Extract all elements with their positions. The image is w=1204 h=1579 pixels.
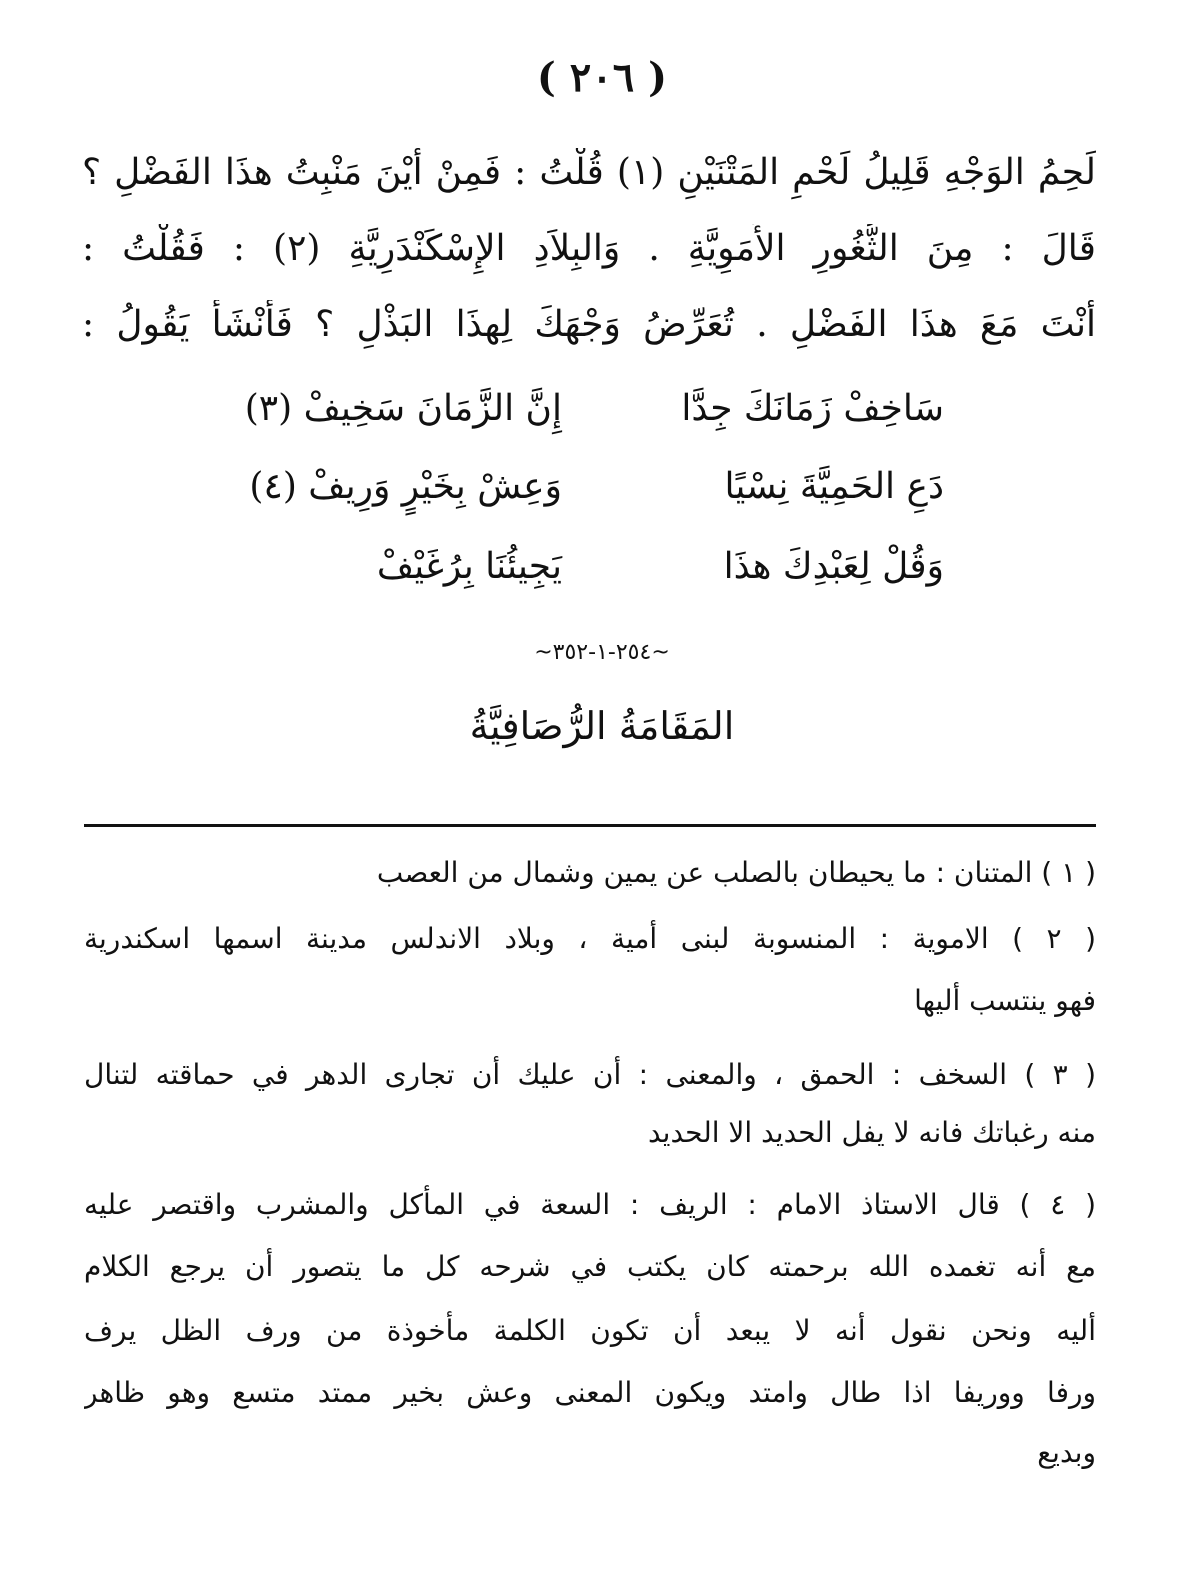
footnote-2-line-2: فهو ينتسب أليها xyxy=(914,984,1096,1017)
verse-1-second-hemistich: إِنَّ الزَّمَانَ سَخِيفْ (٣) xyxy=(244,388,562,429)
verse-2-second-hemistich: وَعِشْ بِخَيْرٍ وَرِيفْ (٤) xyxy=(249,466,562,507)
footnote-4-line-2: مع أنه تغمده الله برحمته كان يكتب في شرحه كل ما يتصور أن يرجع الكلام xyxy=(84,1250,1096,1283)
footnote-4-line-4: ورفا ووريفا اذا طال وامتد ويكون المعنى وعش بخير ممتد متسع وهو ظاهر xyxy=(84,1376,1096,1409)
verse-line-2 xyxy=(180,462,944,526)
footnote-3-line-1: ( ٣ ) السخف : الحمق ، والمعنى : أن عليك أن تجارى الدهر في حماقته لتنال xyxy=(84,1058,1096,1091)
footnote-4-line-5: وبديع xyxy=(1037,1436,1096,1469)
footnote-1-line-1: ( ١ ) المتنان : ما يحيطان بالصلب عن يمين وشمال من العصب xyxy=(376,856,1096,889)
maqama-title: المَقَامَةُ الرُّصَافِيَّةُ xyxy=(469,704,735,748)
prose-line-1: لَحِمُ الوَجْهِ قَلِيلُ لَحْمِ المَتْنَيْنِ (١) قُلْتُ : فَمِنْ أَيْنَ مَنْبِتُ هذَا الفَضْلِ ؟ xyxy=(82,152,1096,193)
verse-3-second-hemistich: يَجِيئُنَا بِرُغَيْفْ xyxy=(376,546,562,587)
verse-3-first-hemistich: وَقُلْ لِعَبْدِكَ هذَا xyxy=(723,546,944,587)
footnote-4-line-3: أليه ونحن نقول أنه لا يبعد أن تكون الكلمة مأخوذة من ورف الظل يرف xyxy=(84,1314,1096,1347)
section-ornament: ~٢٥٤-١-٣٥٢~ xyxy=(534,640,670,665)
page-number: ( ٢٠٦ ) xyxy=(536,54,668,101)
footnote-separator-rule xyxy=(84,824,1096,827)
prose-line-2: قَالَ : مِنَ الثُّغُورِ الأُمَوِيَّةِ . وَالبِلاَدِ الإِسْكَنْدَرِيَّةِ (٢) : فَقُلْتُ : xyxy=(82,228,1096,269)
footnote-4-line-1: ( ٤ ) قال الاستاذ الامام : الريف : السعة في المأكل والمشرب واقتصر عليه xyxy=(84,1188,1096,1221)
footnote-3-line-2: منه رغباتك فانه لا يفل الحديد الا الحديد xyxy=(647,1116,1096,1149)
footnote-2-line-1: ( ٢ ) الاموية : المنسوبة لبنى أمية ، وبلاد الاندلس مدينة اسمها اسكندرية xyxy=(84,922,1096,955)
verse-2-first-hemistich: دَعِ الحَمِيَّةَ نِسْيًا xyxy=(724,466,944,507)
prose-line-3: أَنْتَ مَعَ هذَا الفَضْلِ . تُعَرِّضُ وَجْهَكَ لِهذَا البَذْلِ ؟ فَأَنْشَأَ يَقُولُ : xyxy=(82,304,1096,345)
verse-1-first-hemistich: سَاخِفْ زَمَانَكَ جِدَّا xyxy=(681,388,944,429)
verse-line-3 xyxy=(180,542,944,606)
verse-line-1 xyxy=(180,384,944,448)
